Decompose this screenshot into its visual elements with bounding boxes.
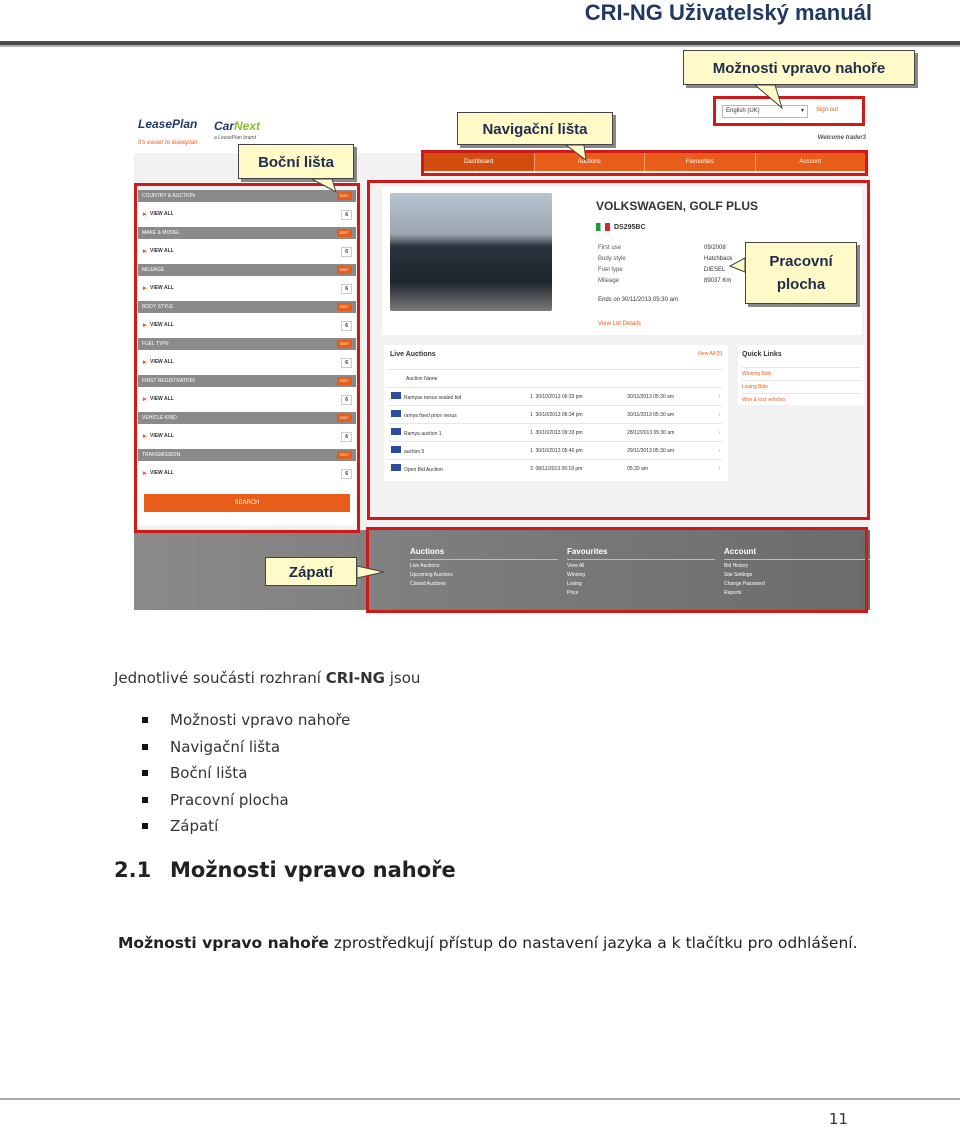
row-arrow-icon[interactable]: › (719, 460, 722, 478)
view-all-label: VIEW ALL (150, 248, 174, 254)
view-all-label: VIEW ALL (150, 433, 174, 439)
intro-pre: Jednotlivé součásti rozhraní (114, 669, 326, 687)
nav-dashboard[interactable]: Dashboard (424, 153, 535, 171)
row-arrow-icon[interactable]: › (719, 388, 722, 406)
pointer-top-right (755, 85, 782, 108)
carnext-logo-a: Car (214, 119, 235, 133)
footer-link[interactable]: View All (567, 563, 585, 569)
leaseplan-logo: LeasePlan (138, 117, 198, 131)
paragraph (118, 934, 858, 952)
auction-name: Open Bid Auction (404, 467, 443, 474)
filter-name: FIRST REGISTRATION (142, 378, 195, 384)
callout-nav: Navigační lišta (457, 112, 613, 145)
spec-value: 09/2008 (704, 245, 726, 251)
filter-name: MAKE & MODEL (142, 230, 181, 236)
auction-name: auction 5 (404, 449, 425, 455)
spec-key: First use (598, 245, 622, 251)
auction-start: 30/10/2013 06:34 pm (535, 406, 627, 424)
filter-name: FUEL TYPE (142, 341, 169, 347)
view-lot-details-link[interactable]: View Lot Details (598, 321, 641, 327)
edit-button[interactable]: EDIT (337, 377, 352, 385)
row-arrow-icon[interactable]: › (719, 442, 722, 460)
filter-count: 6 (341, 358, 352, 368)
page-rule (0, 1098, 960, 1100)
auction-count: 1 (530, 442, 535, 460)
footer-link[interactable]: Winning (567, 572, 586, 578)
filter-count: 6 (341, 469, 352, 479)
spec-key: Body style (598, 256, 626, 262)
auction-name: ramya fixed price nexus (404, 413, 457, 419)
auction-start: 08/11/2013 06:19 pm (535, 460, 627, 478)
pointer-footer (357, 566, 384, 578)
filter-count: 6 (341, 210, 352, 220)
intro-text (114, 669, 420, 687)
filter-name: TRANSMISSION (142, 452, 181, 458)
view-all-label: VIEW ALL (150, 211, 174, 217)
filter-name: COUNTRY & AUCTION (142, 193, 195, 199)
pointer-side (312, 179, 336, 192)
edit-button[interactable]: EDIT (337, 340, 352, 348)
sign-out-link[interactable]: Sign out (816, 107, 839, 113)
quick-link[interactable]: Winning Bids (742, 367, 860, 380)
plate-number: DS295BC (614, 223, 646, 231)
intro-bold: CRI-NG (325, 669, 385, 687)
edit-button[interactable]: EDIT (337, 229, 352, 237)
filter-name: MILEAGE (142, 267, 165, 273)
filter-name: BODY STYLE (142, 304, 174, 310)
lot-ends: Ends on 30/11/2013 05:30 am (598, 297, 678, 303)
section-number: 2.1 (114, 858, 152, 882)
footer-heading: Account (724, 547, 870, 560)
page-number: 11 (828, 1110, 848, 1128)
edit-button[interactable]: EDIT (337, 192, 352, 200)
filter-count: 6 (341, 395, 352, 405)
filter-count: 6 (341, 432, 352, 442)
nav-favourites[interactable]: Favourites (645, 153, 756, 171)
spec-value: Hatchback (704, 256, 733, 262)
auction-name: Ramya auction 1 (404, 431, 442, 437)
list-item: Navigační lišta (142, 738, 350, 765)
auction-count: 3 (530, 460, 535, 478)
footer-link[interactable]: Reports (724, 590, 742, 596)
view-all-label: VIEW ALL (150, 359, 174, 365)
live-auctions-title: Live Auctions (390, 351, 436, 358)
callout-workspace-line1: Pracovní (769, 253, 833, 270)
filter-count: 6 (341, 247, 352, 257)
footer-link[interactable]: Upcoming Auctions (410, 572, 453, 578)
para-bold: Možnosti vpravo nahoře (118, 934, 329, 952)
edit-button[interactable]: EDIT (337, 414, 352, 422)
edit-button[interactable]: EDIT (337, 266, 352, 274)
nav-auctions[interactable]: Auctions (535, 153, 646, 171)
list-item: Boční lišta (142, 764, 350, 791)
carnext-sub: a LeasePlan brand (214, 135, 256, 141)
footer-heading: Auctions (410, 547, 558, 560)
list-item: Možnosti vpravo nahoře (142, 711, 350, 738)
footer-heading: Favourites (567, 547, 715, 560)
view-all-label: VIEW ALL (150, 396, 174, 402)
filter-name: VEHICLE KIND (142, 415, 177, 421)
quick-links-title: Quick Links (742, 351, 782, 358)
edit-button[interactable]: EDIT (337, 303, 352, 311)
auction-start: 30/10/2013 05:40 pm (535, 442, 627, 460)
lot-title: VOLKSWAGEN, GOLF PLUS (596, 199, 759, 213)
carnext-logo-b: Next (234, 119, 261, 133)
language-select[interactable]: English (UK) ▾ (722, 105, 808, 118)
quick-link[interactable]: Won & lost vehicles (742, 393, 860, 406)
section-title: Možnosti vpravo nahoře (170, 858, 456, 882)
component-list (142, 711, 350, 844)
callout-footer: Zápatí (265, 557, 357, 586)
auction-count: 1 (530, 424, 535, 442)
nav-account[interactable]: Account (756, 153, 867, 171)
auction-end: 30/11/2013 05:30 am (627, 406, 719, 424)
edit-button[interactable]: EDIT (337, 451, 352, 459)
para-rest: zprostředkují přístup do nastavení jazyka a k tlačítku pro odhlášení. (328, 934, 858, 952)
footer-link[interactable]: Bid History (724, 563, 749, 569)
search-button[interactable]: SEARCH (144, 494, 350, 512)
pointer-nav (566, 145, 586, 160)
footer-link[interactable]: Change Password (724, 581, 765, 587)
view-all-label: VIEW ALL (150, 470, 174, 476)
list-item: Pracovní plocha (142, 791, 350, 818)
view-all-label: VIEW ALL (150, 285, 174, 291)
spec-value: 89037 Km (704, 278, 732, 284)
quick-link[interactable]: Losing Bids (742, 380, 860, 393)
list-item: Zápatí (142, 817, 350, 844)
callout-top-right: Možnosti vpravo nahoře (683, 50, 915, 85)
view-all-label: VIEW ALL (150, 322, 174, 328)
auction-end: 29/11/2013 05:30 am (627, 442, 719, 460)
auction-count: 1 (530, 388, 535, 406)
header-auction-name: Auction Name (388, 370, 530, 388)
spec-key: Mileage (598, 278, 620, 284)
auction-end: 05:30 am (627, 460, 719, 478)
footer-link[interactable]: Live Auctions (410, 563, 440, 569)
leaseplan-tagline: It's easier to leaseplan (138, 140, 198, 146)
welcome-text: Welcome trader3 (817, 135, 866, 141)
callout-side: Boční lišta (238, 144, 354, 179)
callout-workspace-line2: plocha (776, 276, 826, 293)
row-arrow-icon[interactable]: › (719, 406, 722, 424)
auction-start: 30/10/2013 09:33 pm (535, 424, 627, 442)
filter-count: 6 (341, 284, 352, 294)
auction-end: 28/12/2013 05:30 am (627, 424, 719, 442)
footer-link[interactable]: Site Settings (724, 572, 753, 578)
auction-start: 30/10/2013 06:33 pm (535, 388, 627, 406)
filter-count: 6 (341, 321, 352, 331)
footer-link[interactable]: Losing (567, 581, 582, 587)
intro-post: jsou (384, 669, 421, 687)
spec-value: DIESEL (704, 267, 726, 273)
spec-key: Fuel type (598, 267, 623, 273)
auction-name: Ramyas nexus sealed bid (404, 395, 462, 401)
live-view-all-link[interactable]: View All [5] (697, 351, 722, 357)
auction-end: 30/11/2013 05:30 am (627, 388, 719, 406)
pointer-workspace (730, 258, 745, 272)
document-title: CRI-NG Uživatelský manuál (584, 0, 872, 25)
row-arrow-icon[interactable]: › (719, 424, 722, 442)
auction-count: 1 (530, 406, 535, 424)
section-heading (114, 858, 456, 882)
footer-link[interactable]: Price (567, 590, 579, 596)
footer-link[interactable]: Closed Auctions (410, 581, 446, 587)
